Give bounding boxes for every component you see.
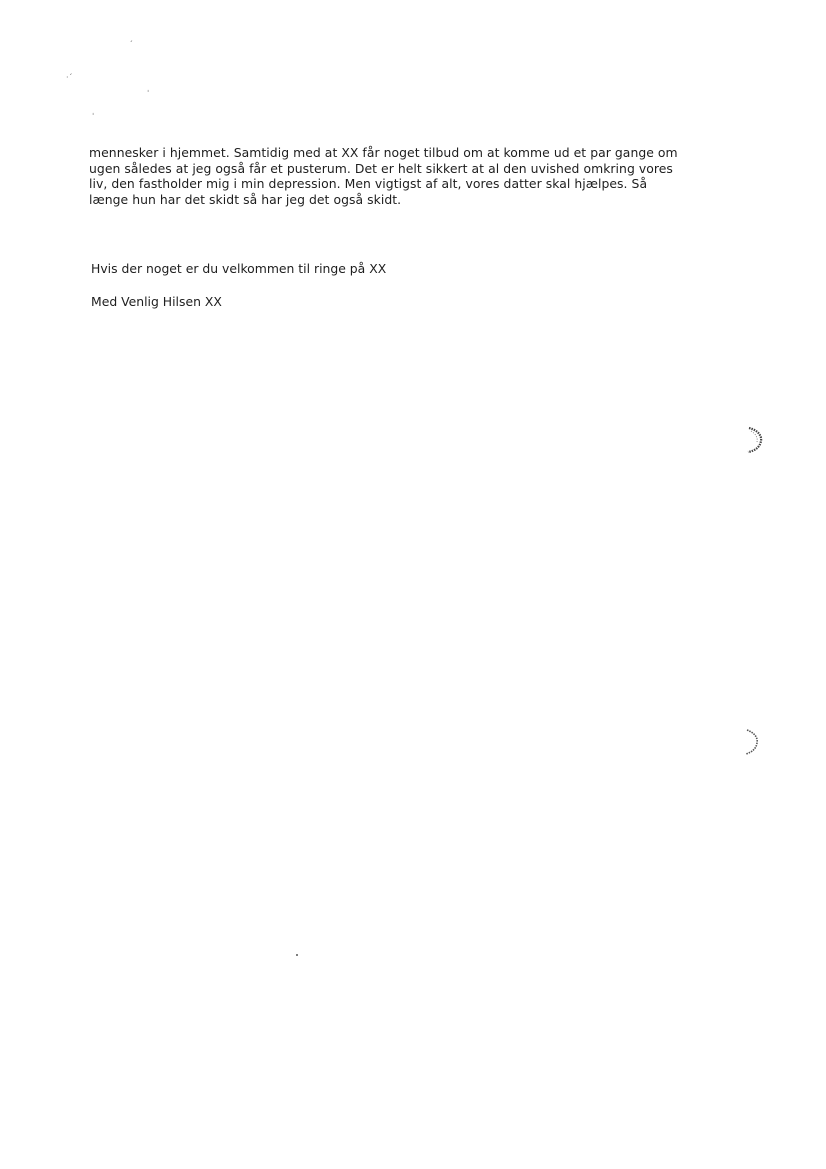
scan-speck: ˊ	[129, 40, 133, 49]
letter-body-paragraph	[89, 145, 749, 207]
paragraph-line: mennesker i hjemmet. Samtidig med at XX får noget tilbud om at komme ud et par gange om	[89, 145, 678, 160]
paragraph-line: ugen således at jeg også får et pusterum. Det er helt sikkert at al den uvished omkring vores	[89, 160, 673, 176]
signature-line: Med Venlig Hilsen XX	[91, 294, 222, 309]
scan-speck: ˌ	[147, 84, 150, 93]
scan-speck: ·ˊ	[66, 73, 73, 82]
paragraph-line: liv, den fastholder mig i min depression. Men vigtigst af alt, vores datter skal hjælpes. Så	[89, 176, 648, 191]
punch-hole-mark	[740, 727, 766, 757]
scan-speck: ˈ	[92, 112, 95, 121]
closing-contact-line: Hvis der noget er du velkommen til ringe på XX	[91, 261, 387, 276]
paragraph-line: længe hun har det skidt så har jeg det også skidt.	[89, 191, 402, 207]
punch-hole-mark	[741, 425, 767, 455]
scan-dot	[296, 954, 298, 956]
